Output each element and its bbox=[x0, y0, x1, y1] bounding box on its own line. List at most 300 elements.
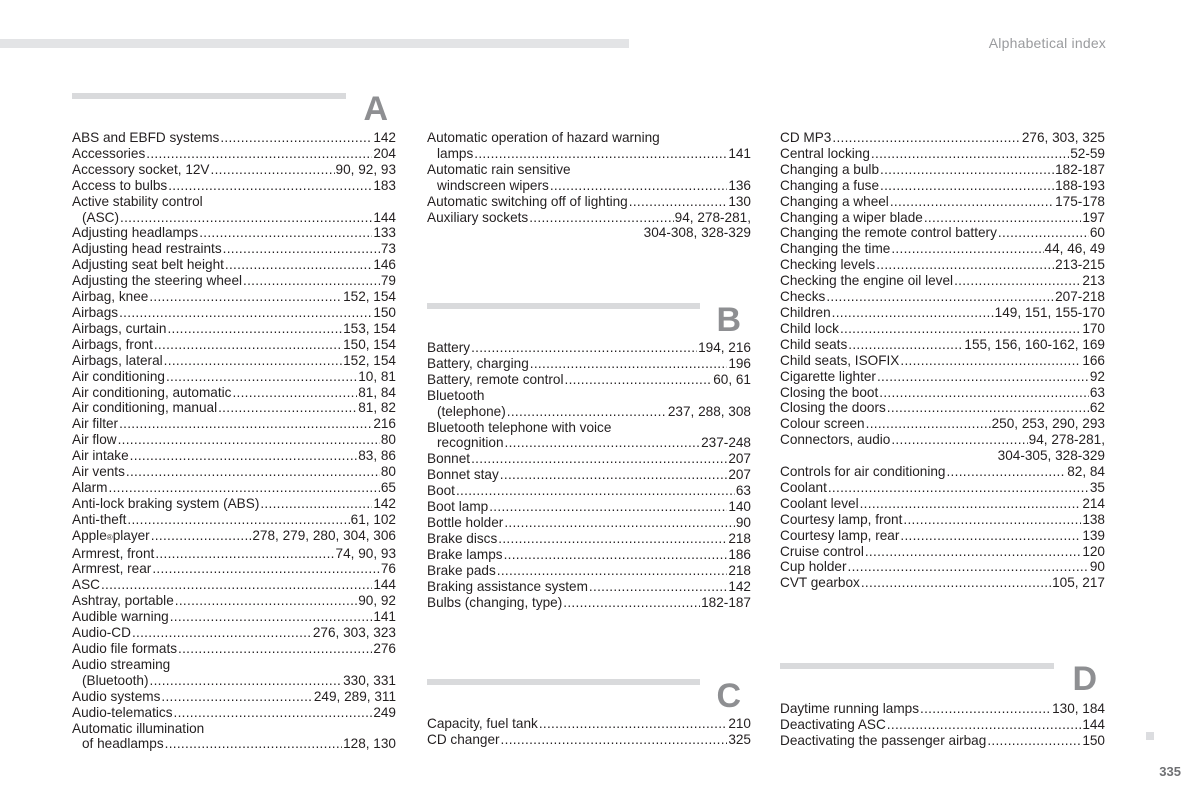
index-entry-term: Brake lamps bbox=[427, 546, 503, 562]
dot-leader bbox=[507, 404, 667, 420]
dot-leader bbox=[539, 716, 727, 732]
index-entry bbox=[427, 225, 751, 241]
dot-leader bbox=[150, 673, 343, 689]
index-entry-term: Adjusting head restraints bbox=[72, 241, 222, 257]
index-entry-term: Bonnet bbox=[427, 451, 471, 467]
index-entry-pages: 276, 303, 323 bbox=[312, 625, 396, 641]
index-entry-term: Courtesy lamp, rear bbox=[780, 527, 900, 543]
index-entry bbox=[780, 575, 1105, 591]
dot-leader bbox=[880, 162, 1054, 178]
dot-leader bbox=[118, 432, 380, 448]
index-entry bbox=[780, 528, 1105, 544]
section-header-b bbox=[427, 303, 741, 343]
index-entry bbox=[72, 162, 396, 178]
index-entry-term: Airbags, front bbox=[72, 336, 153, 352]
index-entry-pages: 182-187 bbox=[701, 594, 751, 610]
index-entry bbox=[72, 194, 396, 210]
index-entry-pages: 149, 151, 155-170 bbox=[994, 304, 1105, 320]
index-entry-pages: 94, 278-281, bbox=[1028, 432, 1105, 448]
dot-leader bbox=[161, 689, 312, 705]
section-header-a bbox=[72, 90, 388, 133]
dot-leader bbox=[471, 340, 697, 356]
index-entry-term: Bluetooth bbox=[427, 387, 485, 403]
index-entry-term: (Bluetooth) bbox=[82, 672, 149, 688]
index-entry-pages: 76 bbox=[380, 561, 396, 577]
index-entry-term: Airbag, knee bbox=[72, 289, 149, 305]
index-entry-term: Battery, remote control bbox=[427, 371, 564, 387]
index-entry-term: Coolant bbox=[780, 479, 827, 495]
index-entry-term: Audio-telematics bbox=[72, 704, 173, 720]
index-entry-pages: 141 bbox=[728, 145, 751, 161]
dot-leader bbox=[175, 593, 357, 609]
dot-leader bbox=[887, 400, 1089, 416]
index-entry bbox=[427, 178, 751, 194]
dot-leader bbox=[879, 385, 1089, 401]
index-entry bbox=[427, 194, 751, 210]
index-entry bbox=[427, 531, 751, 547]
index-entry-pages: 216 bbox=[373, 416, 396, 432]
dot-leader bbox=[891, 432, 1027, 448]
index-entry bbox=[780, 257, 1105, 273]
dot-leader bbox=[119, 416, 372, 432]
index-entry bbox=[780, 544, 1105, 560]
index-entry-term: Airbags bbox=[72, 304, 119, 320]
index-entry-pages: 249 bbox=[373, 704, 396, 720]
index-entry-term: Closing the doors bbox=[780, 400, 886, 416]
index-entry-term: Changing a wiper blade bbox=[780, 209, 923, 225]
dot-leader bbox=[170, 609, 373, 625]
index-entry-term: Air conditioning, automatic bbox=[72, 384, 232, 400]
index-entry-term: Adjusting headlamps bbox=[72, 225, 199, 241]
index-entry-pages: 150 bbox=[373, 304, 396, 320]
index-entry bbox=[72, 641, 396, 657]
index-entry bbox=[427, 146, 751, 162]
dot-leader bbox=[900, 353, 1081, 369]
index-entry bbox=[780, 273, 1105, 289]
index-entry bbox=[72, 289, 396, 305]
index-entry-pages: 10, 81 bbox=[358, 368, 396, 384]
dot-leader bbox=[165, 736, 342, 752]
index-entry-term: Adjusting the steering wheel bbox=[72, 273, 243, 289]
dot-leader bbox=[471, 451, 727, 467]
index-entry bbox=[72, 464, 396, 480]
index-entry-term: Deactivating ASC bbox=[780, 716, 886, 732]
index-entry bbox=[72, 546, 396, 562]
index-entry-pages: 90 bbox=[1089, 559, 1105, 575]
index-entry-pages: 213-215 bbox=[1055, 257, 1105, 273]
dot-leader bbox=[164, 353, 342, 369]
index-entry-term: Bluetooth telephone with voice bbox=[427, 419, 612, 435]
dot-leader bbox=[998, 225, 1089, 241]
index-entry bbox=[427, 404, 751, 420]
dot-leader bbox=[498, 531, 727, 547]
index-entry-term: Adjusting seat belt height bbox=[72, 257, 224, 273]
index-entry bbox=[72, 225, 396, 241]
section-header-d bbox=[780, 660, 1097, 703]
index-entry bbox=[72, 625, 396, 641]
index-entry-term: windscreen wipers bbox=[437, 177, 549, 193]
index-entry-pages: 130, 184 bbox=[1052, 701, 1105, 716]
page-number: 335 bbox=[1159, 764, 1181, 779]
index-entry-term: Accessory socket, 12V bbox=[72, 161, 210, 177]
index-entry bbox=[72, 657, 396, 673]
index-entry-term: Child seats, ISOFIX bbox=[780, 352, 900, 368]
dot-leader bbox=[132, 625, 312, 641]
index-entry bbox=[780, 400, 1105, 416]
index-entry-pages: 153, 154 bbox=[343, 320, 396, 336]
dot-leader bbox=[504, 547, 728, 563]
dot-leader bbox=[474, 146, 727, 162]
index-column-1 bbox=[72, 130, 396, 752]
index-entry bbox=[72, 146, 396, 162]
index-entry bbox=[72, 400, 396, 416]
index-entry bbox=[72, 673, 396, 689]
index-entry bbox=[72, 689, 396, 705]
index-entry-pages: 276 bbox=[373, 641, 396, 656]
dot-leader bbox=[109, 480, 380, 496]
dot-leader bbox=[832, 305, 994, 321]
index-entry bbox=[427, 483, 751, 499]
dot-leader bbox=[880, 178, 1054, 194]
index-entry-pages: 94, 278-281, bbox=[674, 209, 751, 225]
index-entry-pages: 60 bbox=[1089, 225, 1105, 241]
index-entry-term: Armrest, rear bbox=[72, 561, 152, 577]
dot-leader bbox=[903, 512, 1081, 528]
index-entry bbox=[780, 130, 1105, 146]
index-entry-term: Accessories bbox=[72, 145, 146, 161]
registered-mark: ® bbox=[106, 532, 113, 542]
index-entry-pages: 62 bbox=[1089, 400, 1105, 416]
section-letter-d: D bbox=[1072, 660, 1097, 698]
index-entry-term: Capacity, fuel tank bbox=[427, 716, 538, 731]
index-column-3-d bbox=[780, 701, 1105, 749]
index-entry bbox=[427, 162, 751, 178]
index-entry-pages: 276, 303, 325 bbox=[1021, 130, 1105, 145]
index-entry bbox=[72, 432, 396, 448]
dot-leader bbox=[826, 289, 1054, 305]
dot-leader bbox=[563, 595, 700, 611]
index-entry-term: Daytime running lamps bbox=[780, 701, 920, 716]
index-entry-pages: 218 bbox=[728, 530, 751, 546]
index-entry-pages: 133 bbox=[373, 225, 396, 241]
index-entry-term: ASC bbox=[72, 577, 100, 593]
index-entry-pages: 207-218 bbox=[1055, 289, 1105, 305]
dot-leader bbox=[151, 528, 252, 544]
index-entry-term: Boot lamp bbox=[427, 499, 489, 515]
index-entry bbox=[780, 289, 1105, 305]
dot-leader bbox=[168, 178, 372, 194]
page-header-title: Alphabetical index bbox=[988, 35, 1106, 51]
dot-leader bbox=[243, 273, 380, 289]
index-entry-term: Changing a bulb bbox=[780, 161, 880, 177]
section-letter-b: B bbox=[716, 301, 741, 339]
dot-leader bbox=[199, 225, 372, 241]
index-entry bbox=[427, 579, 751, 595]
index-entry-pages: 80 bbox=[380, 432, 396, 448]
dot-leader bbox=[848, 337, 963, 353]
index-entry-term: ABS and EBFD systems bbox=[72, 130, 220, 145]
dot-leader bbox=[152, 561, 380, 577]
index-entry-pages: 81, 82 bbox=[358, 400, 396, 416]
index-entry bbox=[780, 162, 1105, 178]
index-entry bbox=[72, 241, 396, 257]
index-entry-pages: 80 bbox=[380, 464, 396, 480]
index-entry-pages: 65 bbox=[380, 479, 396, 495]
index-column-2-a bbox=[427, 130, 751, 241]
dot-leader bbox=[174, 705, 373, 721]
index-entry-term: Automatic illumination bbox=[72, 720, 205, 736]
index-entry-pages: 249, 289, 311 bbox=[313, 688, 396, 704]
index-entry-pages: 213 bbox=[1082, 273, 1105, 289]
index-entry bbox=[427, 451, 751, 467]
index-entry-pages: 120 bbox=[1082, 543, 1105, 559]
index-entry-term: Deactivating the passenger airbag bbox=[780, 732, 987, 748]
index-entry-term: (ASC) bbox=[82, 209, 120, 225]
index-entry-pages: 35 bbox=[1089, 479, 1105, 495]
index-entry bbox=[780, 194, 1105, 210]
dot-leader bbox=[504, 515, 735, 531]
index-entry bbox=[780, 146, 1105, 162]
dot-leader bbox=[146, 146, 372, 162]
index-entry bbox=[427, 547, 751, 563]
index-entry bbox=[780, 464, 1105, 480]
index-entry-term: Central locking bbox=[780, 145, 870, 161]
section-header-c bbox=[427, 679, 741, 719]
index-entry bbox=[780, 432, 1105, 448]
index-entry-term: Changing a fuse bbox=[780, 177, 880, 193]
index-entry-pages: 207 bbox=[728, 467, 751, 483]
index-entry-pages: 152, 154 bbox=[343, 289, 396, 305]
index-entry bbox=[72, 305, 396, 321]
index-entry-pages: 61, 102 bbox=[350, 511, 396, 527]
index-entry-pages: 214 bbox=[1082, 495, 1105, 511]
index-entry-term: Brake discs bbox=[427, 530, 498, 546]
index-entry bbox=[780, 305, 1105, 321]
index-entry bbox=[72, 337, 396, 353]
section-bar-a bbox=[72, 93, 346, 99]
dot-leader bbox=[890, 194, 1054, 210]
index-entry-pages: 170 bbox=[1082, 320, 1105, 336]
index-entry-pages: 210 bbox=[728, 716, 751, 731]
index-entry bbox=[780, 241, 1105, 257]
index-entry bbox=[780, 733, 1105, 749]
index-entry bbox=[780, 559, 1105, 575]
dot-leader bbox=[260, 496, 372, 512]
index-entry bbox=[780, 496, 1105, 512]
index-entry bbox=[72, 496, 396, 512]
index-entry-pages: 90 bbox=[735, 514, 751, 530]
index-entry-term: Bulbs (changing, type) bbox=[427, 594, 563, 610]
index-entry-term: Child seats bbox=[780, 336, 848, 352]
index-entry-term: 304-305, 328-329 bbox=[997, 448, 1105, 464]
index-entry bbox=[427, 435, 751, 451]
index-entry bbox=[72, 528, 396, 546]
index-entry-pages: 194, 216 bbox=[698, 340, 751, 355]
index-entry-pages: 196 bbox=[728, 355, 751, 371]
index-entry bbox=[72, 273, 396, 289]
index-entry-pages: 144 bbox=[373, 577, 396, 593]
index-entry bbox=[780, 448, 1105, 464]
index-entry bbox=[780, 480, 1105, 496]
index-entry-pages: 325 bbox=[728, 731, 751, 747]
index-entry-term: Changing a wheel bbox=[780, 193, 889, 209]
dot-leader bbox=[120, 210, 372, 226]
index-entry bbox=[427, 467, 751, 483]
index-entry bbox=[427, 356, 751, 372]
index-entry bbox=[72, 385, 396, 401]
index-entry-pages: 207 bbox=[728, 451, 751, 467]
index-entry bbox=[780, 337, 1105, 353]
section-bar-d bbox=[780, 663, 1054, 669]
index-entry-term: Controls for air conditioning bbox=[780, 464, 946, 480]
dot-leader bbox=[946, 464, 1066, 480]
dot-leader bbox=[891, 241, 1043, 257]
dot-leader bbox=[119, 305, 372, 321]
index-entry-term: Air filter bbox=[72, 416, 119, 432]
dot-leader bbox=[828, 480, 1089, 496]
index-entry-term: Coolant level bbox=[780, 495, 859, 511]
index-entry-term: Child lock bbox=[780, 320, 839, 336]
index-entry-pages: 128, 130 bbox=[343, 736, 396, 752]
index-entry-term: Bottle holder bbox=[427, 514, 504, 530]
index-entry bbox=[72, 257, 396, 273]
index-entry-pages: 146 bbox=[373, 257, 396, 273]
dot-leader bbox=[166, 369, 357, 385]
index-entry bbox=[780, 321, 1105, 337]
index-entry-term: Cruise control bbox=[780, 543, 864, 559]
index-entry bbox=[72, 561, 396, 577]
index-entry bbox=[72, 369, 396, 385]
section-letter-a: A bbox=[363, 90, 388, 128]
index-entry-term: Alarm bbox=[72, 479, 108, 495]
index-entry-term: Automatic switching off of lighting bbox=[427, 193, 628, 209]
index-entry-term: Air flow bbox=[72, 432, 117, 448]
index-entry-term: Audio systems bbox=[72, 688, 161, 704]
index-entry-term: Changing the remote control battery bbox=[780, 225, 997, 241]
index-entry-term: Closing the boot bbox=[780, 384, 879, 400]
index-entry-term: Airbags, curtain bbox=[72, 320, 167, 336]
dot-leader bbox=[220, 130, 372, 146]
index-entry bbox=[427, 732, 751, 748]
index-entry-term: Apple bbox=[72, 527, 107, 543]
dot-leader bbox=[871, 146, 1069, 162]
index-entry-term: Brake pads bbox=[427, 562, 496, 578]
index-entry-term: lamps bbox=[437, 145, 474, 161]
dot-leader bbox=[629, 194, 728, 210]
index-entry-term: Braking assistance system bbox=[427, 578, 588, 594]
dot-leader bbox=[876, 257, 1054, 273]
index-entry-pages: 182-187 bbox=[1055, 161, 1105, 177]
index-entry-term: Anti-theft bbox=[72, 511, 127, 527]
dot-leader bbox=[232, 385, 357, 401]
index-entry-term: Air vents bbox=[72, 464, 125, 480]
dot-leader bbox=[500, 467, 728, 483]
index-entry-term: Auxiliary sockets bbox=[427, 209, 529, 225]
index-entry-pages: 74, 90, 93 bbox=[335, 545, 396, 561]
dot-leader bbox=[530, 356, 728, 372]
index-entry bbox=[780, 717, 1105, 733]
index-entry bbox=[780, 225, 1105, 241]
dot-leader bbox=[861, 575, 1051, 591]
index-entry-term: recognition bbox=[437, 435, 504, 451]
index-entry-term: Automatic operation of hazard warning bbox=[427, 130, 660, 145]
index-entry-pages: 82, 84 bbox=[1067, 464, 1105, 480]
dot-leader bbox=[920, 701, 1051, 717]
section-bar-b bbox=[427, 303, 700, 309]
index-entry-pages: 60, 61 bbox=[713, 371, 751, 387]
index-entry-term: Audio-CD bbox=[72, 625, 131, 641]
index-entry-pages: 152, 154 bbox=[343, 352, 396, 368]
dot-leader bbox=[565, 372, 713, 388]
dot-leader bbox=[848, 559, 1089, 575]
index-entry-pages: 105, 217 bbox=[1052, 575, 1105, 591]
dot-leader bbox=[218, 400, 357, 416]
index-entry bbox=[72, 353, 396, 369]
section-bar-c bbox=[427, 679, 700, 685]
index-entry-pages: 136 bbox=[728, 177, 751, 193]
index-entry-pages: 144 bbox=[373, 209, 396, 225]
header-bar bbox=[0, 39, 629, 48]
index-entry-pages: 130 bbox=[728, 193, 751, 209]
corner-marker bbox=[1146, 732, 1154, 740]
index-entry bbox=[427, 515, 751, 531]
index-entry-pages: 186 bbox=[728, 546, 751, 562]
index-entry bbox=[780, 701, 1105, 717]
index-entry-pages: 175-178 bbox=[1055, 193, 1105, 209]
index-entry-pages: 73 bbox=[380, 241, 396, 257]
dot-leader bbox=[954, 273, 1081, 289]
index-entry-pages: 90, 92 bbox=[358, 593, 396, 609]
index-column-2-c bbox=[427, 716, 751, 748]
dot-leader bbox=[155, 546, 334, 562]
index-entry-term: CVT gearbox bbox=[780, 575, 860, 591]
index-entry-term: Automatic rain sensitive bbox=[427, 161, 571, 177]
dot-leader bbox=[860, 496, 1082, 512]
index-entry bbox=[427, 372, 751, 388]
dot-leader bbox=[154, 337, 342, 353]
index-entry-term: Audible warning bbox=[72, 609, 169, 625]
dot-leader bbox=[877, 369, 1089, 385]
dot-leader bbox=[225, 257, 372, 273]
index-entry-pages: 250, 253, 290, 293 bbox=[991, 416, 1105, 432]
dot-leader bbox=[505, 435, 701, 451]
dot-leader bbox=[501, 732, 728, 748]
index-entry-pages: 150 bbox=[1082, 732, 1105, 748]
index-entry-term-suffix: player bbox=[112, 527, 150, 543]
index-entry-pages: 79 bbox=[380, 273, 396, 289]
index-entry-term: Cup holder bbox=[780, 559, 847, 575]
dot-leader bbox=[865, 544, 1081, 560]
index-entry-pages: 330, 331 bbox=[343, 672, 396, 688]
index-entry bbox=[72, 448, 396, 464]
index-entry-pages: 166 bbox=[1082, 352, 1105, 368]
dot-leader bbox=[887, 717, 1082, 733]
index-entry bbox=[72, 178, 396, 194]
index-entry bbox=[72, 130, 396, 146]
index-entry-term: CD MP3 bbox=[780, 130, 832, 145]
index-entry-pages: 197 bbox=[1082, 209, 1105, 225]
index-entry bbox=[72, 480, 396, 496]
index-entry-pages: 90, 92, 93 bbox=[335, 161, 396, 177]
index-entry-pages: 278, 279, 280, 304, 306 bbox=[252, 527, 396, 543]
index-entry bbox=[72, 609, 396, 625]
index-entry-pages: 142 bbox=[373, 130, 396, 145]
index-entry-term: Connectors, audio bbox=[780, 432, 891, 448]
index-entry-pages: 140 bbox=[728, 499, 751, 515]
index-entry-term: Air conditioning bbox=[72, 368, 165, 384]
index-entry bbox=[780, 178, 1105, 194]
index-entry-pages: 83, 86 bbox=[358, 448, 396, 464]
